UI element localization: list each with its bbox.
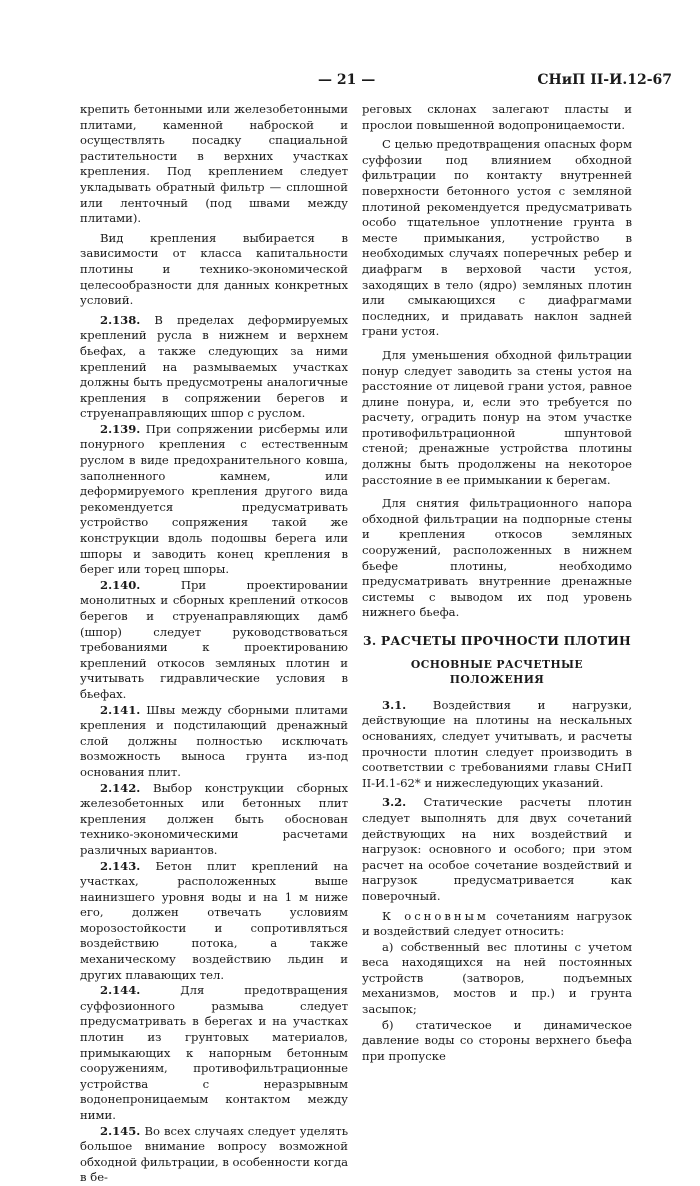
clause-3-1: [362, 698, 632, 792]
left-paragraph-1: крепить бетонными или железобетонными плитами, каменной наброской и осуществлять посадку спациальной растительности в верхних участках крепления. Под креплением следует укладывать обратный фильтр — сплошной или ленточный (под швами между плитами).: [80, 102, 348, 226]
page-number: — 21 —: [318, 72, 376, 88]
clause-number: 3.1.: [382, 697, 407, 712]
clause-2-143: [80, 859, 348, 984]
clause-3-2: [362, 795, 632, 904]
clause-number: 2.139.: [100, 421, 141, 436]
paragraph-text: сочетаниям нагрузок и воздействий следует относить:: [362, 908, 632, 939]
clause-number: 2.144.: [100, 983, 141, 998]
right-paragraph-1: реговых склонах залегают пласты и прослои повышенной водопроницаемости.: [362, 102, 632, 132]
clause-2-141: [80, 703, 348, 781]
page-header: [0, 72, 700, 92]
clause-text: Статические расчеты плотин следует выполнять для двух сочетаний действующих на них воздействий и нагрузок: основного и особого; при этом расчет на особое сочетание воздействий и нагрузок предусматривается как поверочный.: [362, 795, 632, 903]
left-column: [80, 102, 348, 1186]
clause-text: При сопряжении рисбермы или понурного крепления с естественным руслом в виде предохранительного ковша, заполненного камнем, или деформируемого крепления другого вида рекомендуется предусматривать устройство сопряжения такой же конструкции вдоль подошвы берега или шпоры и заводить конец крепления в берег или торец шпоры.: [80, 421, 348, 577]
right-paragraph-2: С целью предотвращения опасных форм суффозии под влиянием обходной фильтрации по контакту внутренней поверхности бетонного устоя с земляной плотиной рекомендуется предусматривать особо тщательное уплотнение грунта в месте примыкания, устройство в необходимых случаях поперечных ребер и диафрагм в верховой части устоя, заходящих в тело (ядро) земляных плотин или смыкающихся с диафрагмами последних, и придавать наклон задней грани устоя.: [362, 137, 632, 339]
clause-number: 2.145.: [100, 1123, 141, 1138]
clause-2-138: [80, 313, 348, 422]
spaced-term: К основным: [382, 908, 489, 923]
left-paragraph-2: Вид крепления выбирается в зависимости от класса капитальности плотины и технико-экономической целесообразности для данных конкретных условий.: [80, 230, 348, 308]
clause-2-140: [80, 578, 348, 703]
clause-text: Выбор конструкции сборных железобетонных или бетонных плит крепления должен быть обоснован технико-экономическими расчетами различных вариантов.: [80, 780, 348, 857]
clause-text: Во всех случаях следует уделять большое внимание вопросу возможной обходной фильтрации, в особенности когда в бе-: [80, 1123, 349, 1185]
clause-text: При проектировании монолитных и сборных креплений откосов берегов и струенаправляющих дамб (шпор) следует руководствоваться требованиями к проектированию креплений откосов земляных плотин и учитывать гидравлические условия в бьефах.: [80, 577, 348, 701]
clause-number: 3.2.: [382, 795, 407, 810]
list-item-b: б) статическое и динамическое давление воды со стороны верхнего бьефа при пропуске: [362, 1017, 632, 1063]
right-paragraph-3: Для уменьшения обходной фильтрации понур следует заводить за стены устоя на расстояние от лицевой грани устоя, равное длине понура, и, если это требуется по расчету, оградить понур на этом участке противофильтрационной шпунтовой стеной; дренажные устройства плотины должны быть продолжены на некоторое расстояние в ее примыкании к берегам.: [362, 347, 632, 487]
clause-2-142: [80, 781, 348, 859]
clause-text: Для предотвращения суффозионного размыва следует предусматривать в берегах и на участках плотин из грунтовых материалов, примыкающих к напорным бетонным сооружениям, противофильтрационные устройства с неразрывным водонепроницаемым контактом между ними.: [80, 983, 348, 1122]
clause-2-139: [80, 422, 348, 578]
clause-number: 2.143.: [100, 858, 141, 873]
right-column: [362, 102, 632, 1064]
clause-2-144: [80, 983, 348, 1123]
document-code: СНиП II-И.12-67: [537, 72, 672, 88]
clause-number: 2.140.: [100, 577, 141, 592]
clause-number: 2.141.: [100, 702, 141, 717]
clause-text: В пределах деформируемых креплений русла в нижнем и верхнем бьефах, а также следующих за ними креплений на размываемых участках должны быть предусмотрены аналогичные крепления в сопряжении берегов и струенаправляющих шпор с руслом.: [80, 312, 349, 421]
clause-text: Воздействия и нагрузки, действующие на плотины на нескальных основаниях, следует учитывать, и расчеты прочности плотин следует производить в соответствии с требованиями главы СНиП II-И.1-62* и нижеследующих указаний.: [362, 697, 633, 790]
clause-number: 2.138.: [100, 312, 141, 327]
section-title: 3. РАСЧЕТЫ ПРОЧНОСТИ ПЛОТИН: [363, 633, 631, 648]
list-item-a: а) собственный вес плотины с учетом веса находящихся на ней постоянных устройств (затворов, подъемных механизмов, мостов и пр.) и грунта засыпок;: [362, 939, 632, 1017]
clause-2-145: [80, 1124, 348, 1186]
section-subtitle: ОСНОВНЫЕ РАСЧЕТНЫЕ ПОЛОЖЕНИЯ: [410, 657, 584, 687]
clause-text: Швы между сборными плитами крепления и подстилающий дренажный слой должны полностью исключать возможность выноса грунта из-под основания плит.: [80, 702, 349, 779]
right-paragraph-4: Для снятия фильтрационного напора обходной фильтрации на подпорные стены и крепления откосов земляных сооружений, расположенных в нижнем бьефе плотины, необходимо предусматривать внутренние дренажные системы с выводом их под уровень нижнего бьефа.: [362, 496, 632, 620]
clause-number: 2.142.: [100, 780, 141, 795]
clause-text: Бетон плит креплений на участках, расположенных выше наинизшего уровня воды и на 1 м ниже его, должен отвечать условиям морозостойкости и сопротивляться воздействию потока, а также механическому воздействию льдин и других плавающих тел.: [80, 858, 348, 982]
main-combinations-paragraph: [362, 909, 632, 940]
